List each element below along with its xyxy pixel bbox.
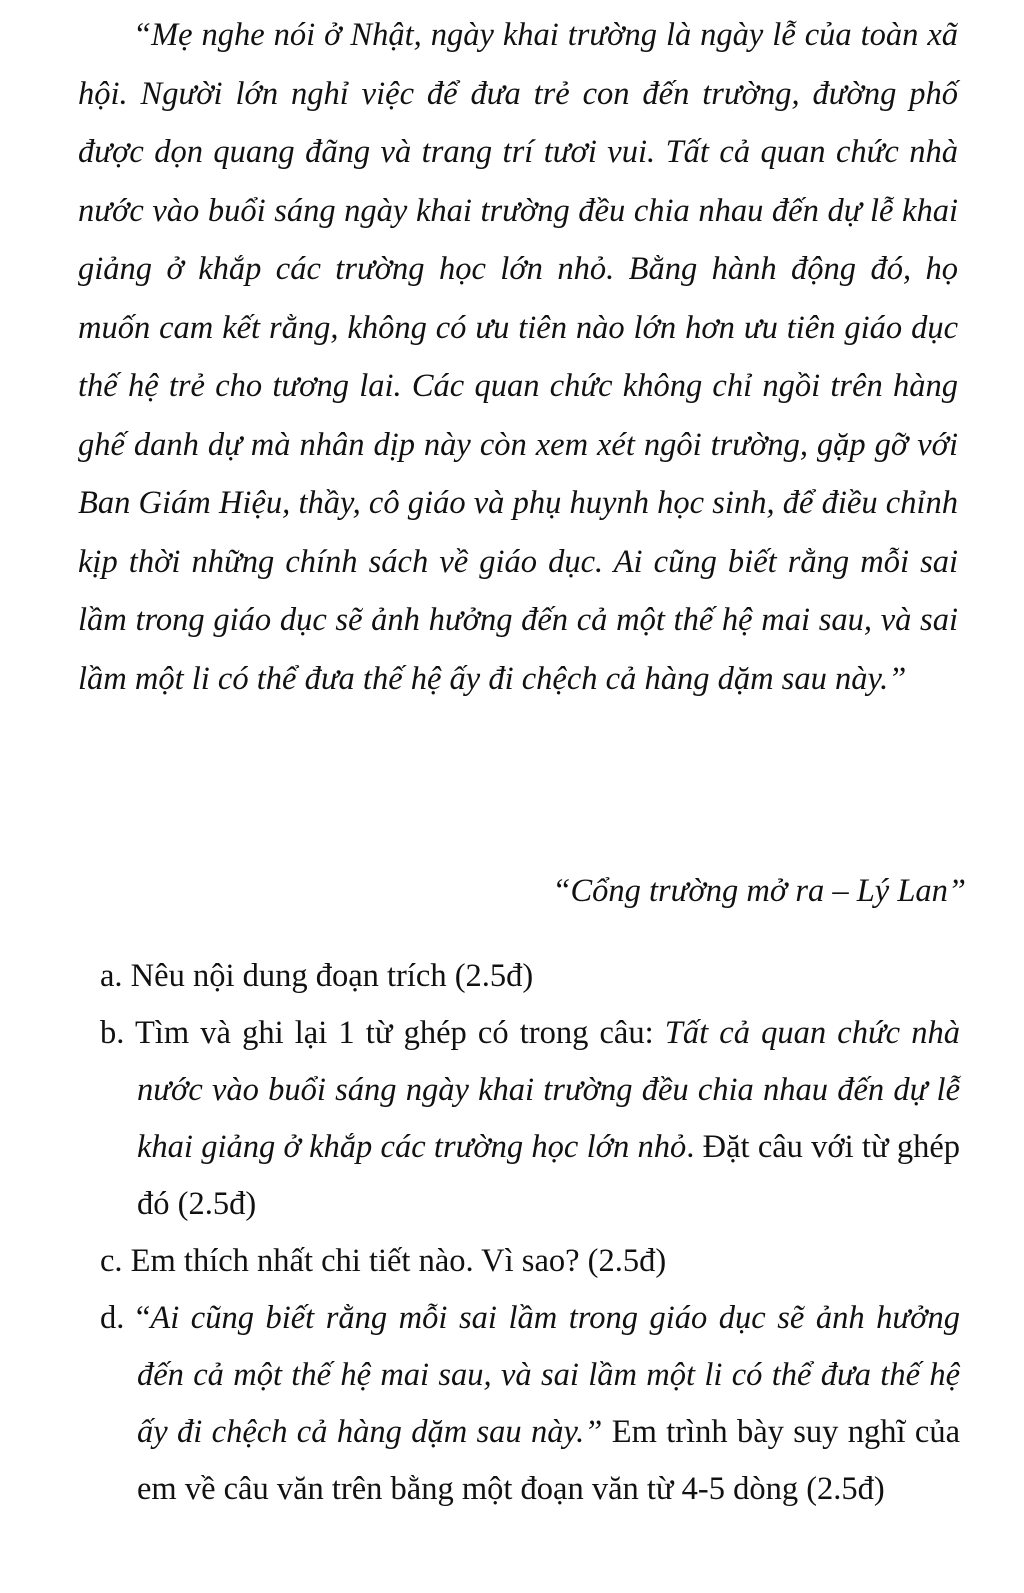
question-b-quote: Tất cả quan chức nhà nước vào buổi sáng ngày khai trường đều chia nhau đến dự lễ khai giảng ở khắp các trường học lớn nhỏ bbox=[137, 1015, 960, 1165]
question-d-suffix: Em trình bày suy nghĩ của em về câu văn trên bằng một đoạn văn từ 4-5 dòng (2.5đ) bbox=[137, 1414, 960, 1507]
question-d bbox=[100, 1290, 960, 1518]
question-b bbox=[100, 1005, 960, 1233]
excerpt-source: “Cổng trường mở ra – Lý Lan” bbox=[552, 873, 966, 909]
question-b-prefix: b. Tìm và ghi lại 1 từ ghép có trong câu: bbox=[100, 1015, 665, 1051]
question-c-text: c. Em thích nhất chi tiết nào. Vì sao? (2.5đ) bbox=[100, 1243, 667, 1279]
question-a-text: a. Nêu nội dung đoạn trích (2.5đ) bbox=[100, 958, 534, 994]
question-b-suffix: . Đặt câu với từ ghép đó (2.5đ) bbox=[137, 1129, 960, 1222]
question-c bbox=[100, 1233, 960, 1290]
question-d-prefix: d. “ bbox=[100, 1300, 151, 1336]
question-a bbox=[100, 948, 960, 1005]
excerpt-passage: “Mẹ nghe nói ở Nhật, ngày khai trường là ngày lễ của toàn xã hội. Người lớn nghỉ việc để đưa trẻ con đến trường, đường phố được dọn quang đãng và trang trí tươi vui. Tất cả quan chức nhà nước vào buổi sáng ngày khai trường đều chia nhau đến dự lễ khai giảng ở khắp các trường học lớn nhỏ. Bằng hành động đó, họ muốn cam kết rằng, không có ưu tiên nào lớn hơn ưu tiên giáo dục thế hệ trẻ cho tương lai. Các quan chức không chỉ ngồi trên hàng ghế danh dự mà nhân dịp này còn xem xét ngôi trường, gặp gỡ với Ban Giám Hiệu, thầy, cô giáo và phụ huynh học sinh, để điều chỉnh kịp thời những chính sách về giáo dục. Ai cũng biết rằng mỗi sai lầm trong giáo dục sẽ ảnh hưởng đến cả một thế hệ mai sau, và sai lầm một li có thể đưa thế hệ ấy đi chệch cả hàng dặm sau này.” bbox=[78, 17, 958, 697]
question-list bbox=[100, 948, 960, 1518]
question-d-quote: Ai cũng biết rằng mỗi sai lầm trong giáo dục sẽ ảnh hưởng đến cả một thế hệ mai sau, và sai lầm một li có thể đưa thế hệ ấy đi chệch cả hàng dặm sau này.” bbox=[137, 1300, 960, 1450]
